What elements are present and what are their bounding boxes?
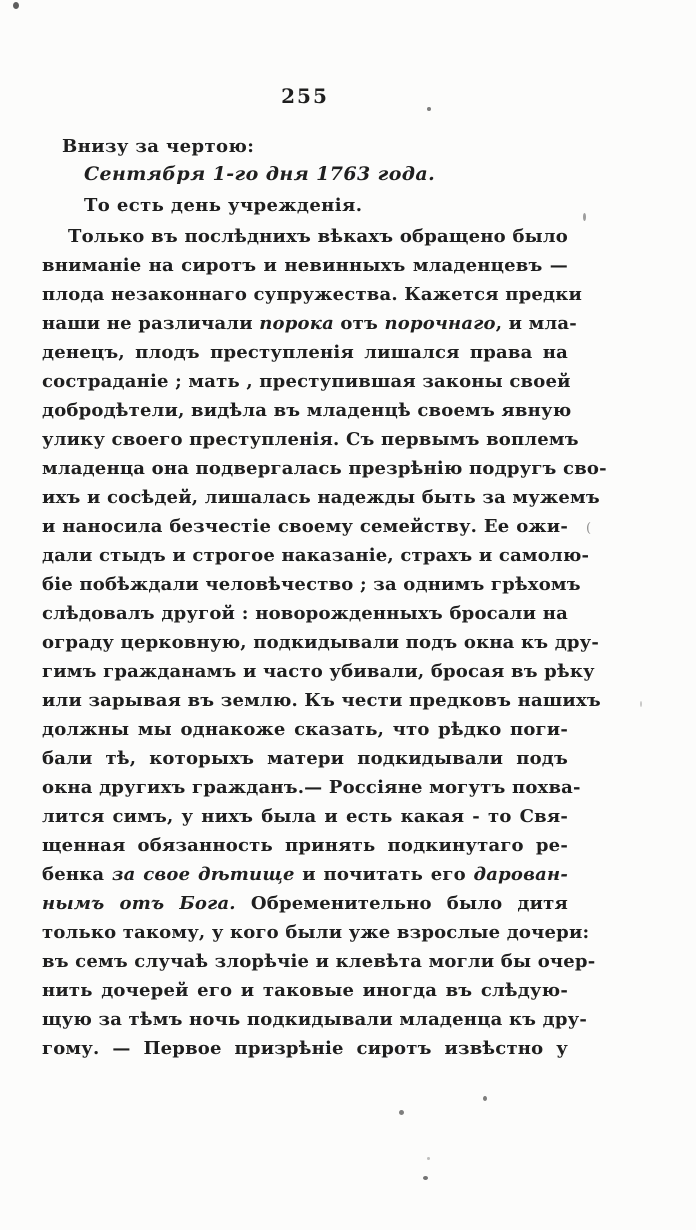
text-segment: щую за тѣмъ ночь подкидывали младенца къ дру-	[42, 1009, 588, 1030]
italic-text-segment: дарован-	[473, 864, 568, 885]
ink-speck	[583, 213, 586, 221]
text-segment: ихъ и сосѣдей, лишалась надежды быть за мужемъ	[42, 487, 600, 508]
page-number: 255	[281, 84, 329, 108]
text-line	[42, 251, 568, 280]
text-line	[42, 1034, 568, 1063]
text-segment: ограду церковную, подкидывали подъ окна къ дру-	[42, 632, 600, 653]
text-line	[42, 483, 600, 512]
text-segment: младенца она подвергалась презрѣнію подругъ сво-	[42, 458, 607, 479]
text-segment: только такому, у кого были уже взрослые дочери:	[42, 922, 590, 943]
text-line	[42, 918, 590, 947]
text-segment: денецъ, плодъ преступленія лишался права на	[42, 342, 568, 363]
text-segment: То есть день учрежденія.	[84, 195, 363, 216]
text-segment: добродѣтели, видѣла въ младенцѣ своемъ явную	[42, 400, 572, 421]
caption-line	[62, 136, 254, 157]
text-line	[42, 280, 583, 309]
text-line	[42, 744, 568, 773]
ink-speck	[483, 1096, 487, 1101]
text-line	[42, 512, 568, 541]
text-segment: Только въ послѣднихъ вѣкахъ обращено было	[68, 226, 568, 247]
ink-speck	[423, 1176, 428, 1180]
text-line	[42, 686, 601, 715]
text-segment: Внизу за чертою:	[62, 136, 255, 157]
text-segment: бенка	[42, 864, 112, 885]
text-line	[42, 715, 568, 744]
italic-text-segment: порока	[259, 313, 334, 334]
text-segment: , и мла-	[495, 313, 577, 334]
text-line	[42, 396, 572, 425]
text-line	[42, 1005, 588, 1034]
text-line	[42, 657, 595, 686]
text-segment: плода незаконнаго супружества. Кажется предки	[42, 284, 583, 305]
italic-text-segment: за свое дѣтище	[112, 864, 295, 885]
text-line	[42, 367, 571, 396]
text-line	[42, 976, 568, 1005]
text-line	[42, 570, 581, 599]
ink-speck	[427, 1157, 430, 1160]
text-segment: біе побѣждали человѣчество ; за однимъ грѣхомъ	[42, 574, 581, 595]
caption-line-date	[84, 163, 435, 185]
text-line	[42, 425, 579, 454]
text-segment: и наносила безчестіе своему семейству. Ее ожи-	[42, 516, 568, 537]
text-segment: должны мы однакоже сказать, что рѣдко поги-	[42, 719, 568, 740]
text-segment: нить дочерей его и таковые иногда въ слѣдую-	[42, 980, 568, 1001]
italic-text-segment: порочнаго	[384, 313, 496, 334]
text-line	[42, 802, 568, 831]
text-segment: улику своего преступленія. Съ первымъ воплемъ	[42, 429, 579, 450]
text-segment: гимъ гражданамъ и часто убивали, бросая въ рѣку	[42, 661, 595, 682]
text-segment: Обременительно было дитя	[235, 893, 568, 914]
ink-speck	[640, 701, 642, 707]
text-segment: дали стыдъ и строгое наказаніе, страхъ и самолю-	[42, 545, 590, 566]
text-line	[42, 831, 568, 860]
text-segment: лится симъ, у нихъ была и есть какая - то Свя-	[42, 806, 568, 827]
text-segment: отъ	[333, 313, 385, 334]
ink-speck: (	[586, 521, 592, 536]
text-segment: и почитать его	[294, 864, 474, 885]
italic-text-segment: Сентября 1-го дня 1763 года.	[84, 163, 436, 185]
italic-text-segment: нымъ отъ Бога.	[42, 893, 236, 914]
text-segment: слѣдовалъ другой : новорожденныхъ бросали на	[42, 603, 568, 624]
text-segment: или зарывая въ землю. Къ чести предковъ нашихъ	[42, 690, 601, 711]
text-segment: окна другихъ гражданъ.— Россіяне могутъ похва-	[42, 777, 581, 798]
text-line	[42, 599, 568, 628]
text-line	[42, 338, 568, 367]
text-line	[42, 860, 568, 889]
text-line	[42, 947, 596, 976]
text-segment: гому. — Первое призрѣніе сиротъ извѣстно у	[42, 1038, 568, 1059]
text-line	[42, 454, 607, 483]
caption-line-note	[84, 195, 362, 216]
text-segment: вниманіе на сиротъ и невинныхъ младенцевъ —	[42, 255, 568, 276]
text-segment: наши не различали	[42, 313, 260, 334]
text-line	[42, 628, 600, 657]
ink-speck	[399, 1110, 404, 1115]
text-line	[42, 222, 568, 251]
text-line	[42, 889, 568, 918]
text-line	[42, 309, 577, 338]
text-segment: въ семъ случаѣ злорѣчіе и клевѣта могли бы очер-	[42, 951, 596, 972]
body-paragraph	[42, 222, 607, 1063]
ink-speck	[13, 2, 19, 9]
text-segment: бали тѣ, которыхъ матери подкидывали подъ	[42, 748, 568, 769]
text-line	[42, 541, 590, 570]
text-line	[42, 773, 581, 802]
text-segment: состраданіе ; мать , преступившая законы своей	[42, 371, 571, 392]
text-segment: щенная обязанность принять подкинутаго ре-	[42, 835, 568, 856]
